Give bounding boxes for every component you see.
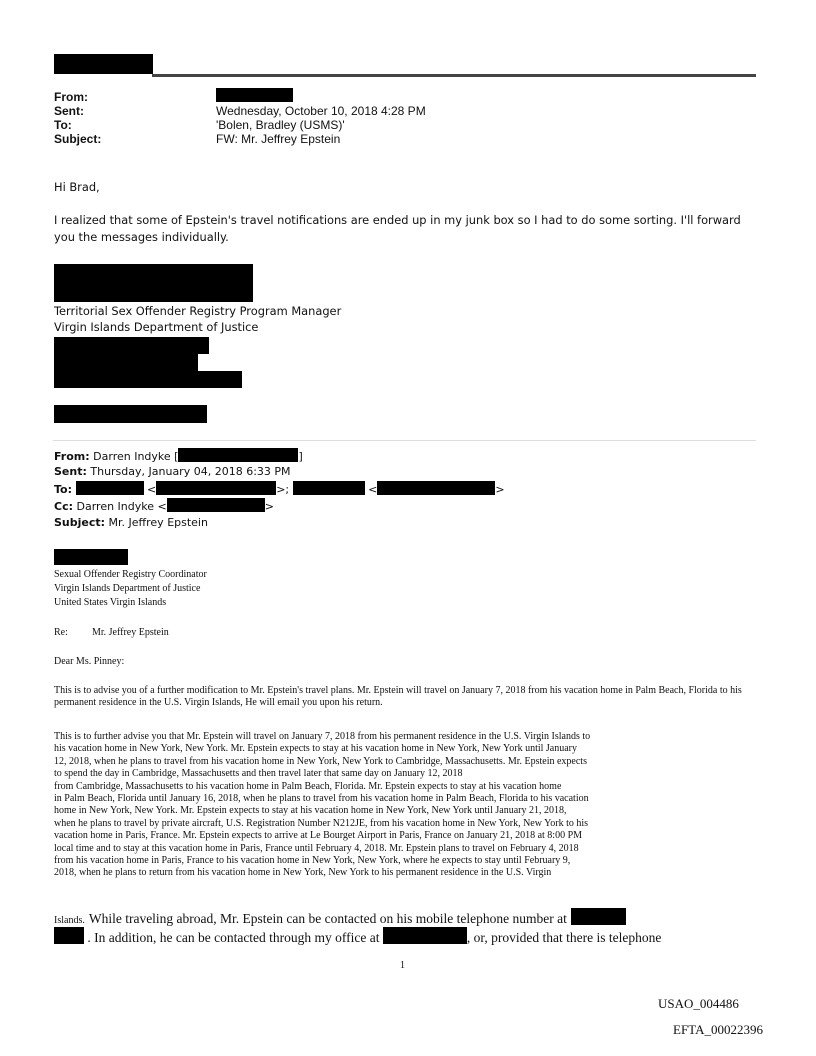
para2-line: local time and to stay at this vacation home in Paris, France until February 4, 2018. Mr. Epstein plans to travel on February 4, 2018	[54, 842, 579, 854]
fwd-from-close: ]	[298, 450, 303, 463]
bates-efta: EFTA_00022396	[673, 1022, 763, 1037]
islands-word: Islands.	[54, 915, 85, 926]
fwd-subject-value: Mr. Jeffrey Epstein	[108, 516, 208, 529]
letter-paragraph-1: This is to advise you of a further modification to Mr. Epstein's travel plans. Mr. Epstein will travel on January 7, 2018 from his vacation home in Palm Beach, Florida to his permanent residence in the U.S. Virgin Islands, He will email you upon his return.	[54, 685, 742, 709]
letter-line-last	[54, 927, 661, 947]
redaction-block	[293, 481, 365, 495]
redaction-block	[54, 371, 242, 388]
redaction-block	[54, 927, 84, 944]
para2-line: his vacation home in New York, New York. Mr. Epstein expects to stay at his vacation home in New York, New York until January	[54, 743, 578, 755]
addressee-place: United States Virgin Islands	[54, 597, 167, 608]
header-sent-value: Wednesday, October 10, 2018 4:28 PM	[216, 104, 426, 118]
signature-title: Territorial Sex Offender Registry Program Manager	[54, 304, 342, 318]
addressee-title: Sexual Offender Registry Coordinator	[54, 569, 207, 580]
para2-line: 2018, when he plans to return from his vacation home in New York, New York to his permanent residence in the U.S. Virgin	[54, 867, 552, 879]
redaction-block	[54, 264, 253, 302]
fwd-from-label: From:	[54, 450, 90, 463]
fwd-subject-line	[54, 515, 208, 530]
header-label-to: To:	[54, 118, 72, 132]
para2-line: home in New York, New York. Mr. Epstein expects to stay at his vacation home in New York, New York until January 21, 2018,	[54, 805, 567, 817]
header-label-from: From:	[54, 90, 88, 104]
redaction-block	[178, 448, 298, 462]
para2-line: This is to further advise you that Mr. Epstein will travel on January 7, 2018 from his permanent residence in the U.S. Virgin Islands to	[54, 731, 591, 742]
email-message: I realized that some of Epstein's travel notifications are ended up in my junk box so I had to do some sorting. I'll forward you the messages individually.	[54, 213, 741, 244]
redaction-block	[383, 927, 467, 944]
fwd-to-lt: <	[147, 483, 157, 496]
header-rule	[152, 74, 756, 77]
fwd-sent-label: Sent:	[54, 465, 87, 478]
fwd-cc-line	[54, 498, 274, 514]
redaction-block	[54, 549, 128, 565]
header-subject-value: FW: Mr. Jeffrey Epstein	[216, 132, 341, 146]
fwd-from-line	[54, 448, 303, 464]
re-value: Mr. Jeffrey Epstein	[92, 627, 169, 638]
re-label: Re:	[54, 627, 68, 638]
fwd-to-line	[54, 481, 505, 497]
letter-line-islands	[54, 908, 626, 928]
fwd-to-lt2: <	[368, 483, 378, 496]
header-label-sent: Sent:	[54, 104, 84, 118]
redaction-block	[54, 54, 153, 74]
para2-line: from Cambridge, Massachusetts to his vacation home in Palm Beach, Florida. Mr. Epstein expects to stay at his vacation home	[54, 780, 562, 792]
islands-rest: While traveling abroad, Mr. Epstein can be contacted on his mobile telephone number at	[88, 911, 567, 926]
last-line-b: , or, provided that there is telephone	[466, 930, 662, 945]
para2-line: vacation home in Paris, France. Mr. Epstein expects to arrive at Le Bourget Airport in Paris, France on January 21, 2018 at 8:00 PM	[54, 830, 583, 842]
fwd-sent-value: Thursday, January 04, 2018 6:33 PM	[90, 465, 291, 478]
page-number: 1	[400, 960, 405, 971]
redaction-block	[54, 337, 209, 354]
fwd-to-gt-semi: >;	[276, 483, 290, 496]
fwd-cc-gt: >	[264, 500, 274, 513]
redaction-block	[76, 481, 144, 495]
separator-line	[53, 440, 756, 441]
addressee-org: Virgin Islands Department of Justice	[54, 583, 201, 594]
salutation: Dear Ms. Pinney:	[54, 656, 125, 667]
redaction-block	[377, 481, 495, 495]
redaction-block	[54, 405, 207, 423]
fwd-to-gt: >	[495, 483, 505, 496]
last-line-a: . In addition, he can be contacted through my office at	[87, 930, 380, 945]
letter-paragraph-2	[54, 731, 764, 880]
para2-line: when he plans to travel by private aircraft, U.S. Registration Number N212JE, from his vacation home in New York, New York to his	[54, 817, 589, 829]
para2-line: in Palm Beach, Florida until January 16, 2018, when he plans to travel from his vacation home in Palm Beach, Florida to his vacation	[54, 793, 589, 805]
fwd-subject-label: Subject:	[54, 516, 106, 529]
email-greeting: Hi Brad,	[54, 180, 100, 194]
header-to-value: 'Bolen, Bradley (USMS)'	[216, 118, 345, 132]
fwd-cc-label: Cc:	[54, 500, 73, 513]
redaction-block	[571, 908, 626, 925]
para2-line: to spend the day in Cambridge, Massachusetts and then travel later that same day on January 12, 2018	[54, 768, 463, 780]
redaction-block	[216, 88, 293, 102]
para2-line: from his vacation home in Paris, France to his vacation home in New York, New York, where he expects to stay until February 9,	[54, 855, 571, 867]
fwd-from-name: Darren Indyke [	[93, 450, 179, 463]
redaction-block	[167, 498, 265, 512]
redaction-block	[156, 481, 276, 495]
redaction-block	[54, 354, 198, 371]
fwd-sent-line	[54, 464, 291, 479]
signature-org: Virgin Islands Department of Justice	[54, 320, 259, 334]
para2-line: 12, 2018, when he plans to travel from his vacation home in New York, New York to Cambridge, Massachusetts. Mr. Epstein expects	[54, 755, 587, 767]
header-label-subject: Subject:	[54, 132, 102, 146]
fwd-to-label: To:	[54, 483, 72, 496]
bates-usao: USAO_004486	[658, 996, 739, 1011]
fwd-cc-name: Darren Indyke <	[76, 500, 167, 513]
